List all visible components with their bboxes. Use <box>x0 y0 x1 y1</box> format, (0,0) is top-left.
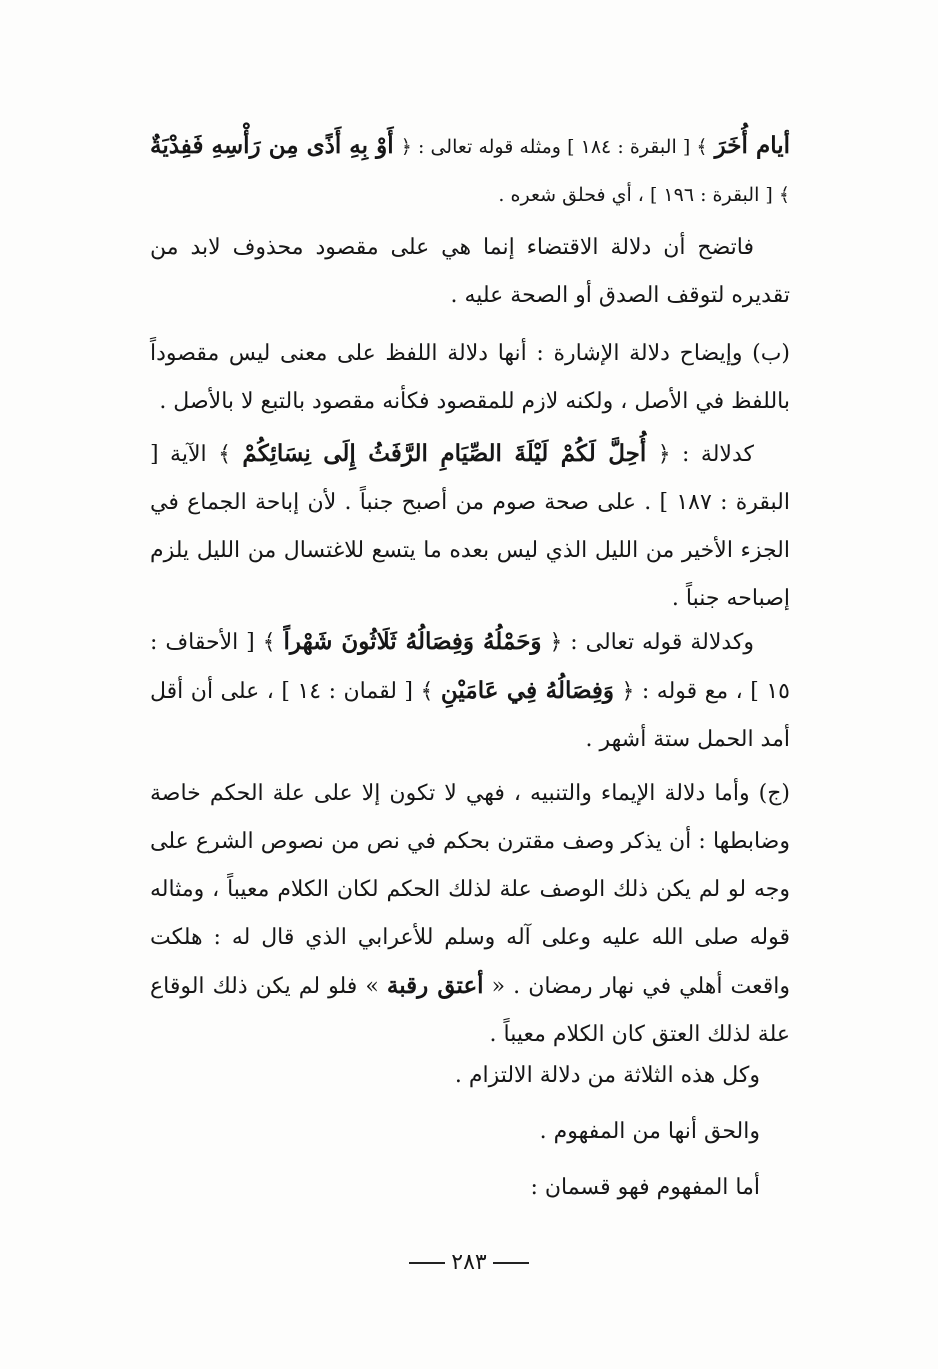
page-number-footer <box>0 1250 938 1275</box>
dash-right <box>409 1262 445 1264</box>
paragraph-2 <box>150 224 790 320</box>
paragraph-9: أما المفهوم فهو قسمان : <box>530 1175 760 1200</box>
paragraph-4 <box>150 430 790 623</box>
page-number: ٢٨٣ <box>451 1250 487 1275</box>
paragraph-6 <box>150 770 790 1059</box>
paragraph-4-text <box>150 430 790 623</box>
paragraph-8: والحق أنها من المفهوم . <box>539 1119 760 1144</box>
paragraph-7: وكل هذه الثلاثة من دلالة الالتزام . <box>454 1063 760 1088</box>
paragraph-5-text <box>150 618 790 764</box>
hadith-quote: أعتق رقبة <box>386 972 484 999</box>
reference-1: ﴾ [ البقرة : ١٨٤ ] ومثله قوله تعالى : ﴿ <box>400 136 708 158</box>
paragraph-6-text <box>150 770 790 1059</box>
quran-quote-2: أَوْ بِهِ أَذًى مِن رَأْسِهِ فَفِدْيَةٌ <box>150 132 394 159</box>
paragraph-3 <box>150 330 790 426</box>
paragraph-6-lead: (ج) وأما دلالة الإيماء والتنبيه ، فهي لا تكون إلا على علة الحكم خاصة وضابطها : أن يذكر وصف مقترن بحكم في نص من نصوص الشرع على وجه لو لم يكن ذلك الوصف علة لذلك الحكم لكان الكلام معيباً ، ومثاله قوله صلى الله عليه وعلى آله وسلم للأعرابي الذي قال له : هلكت واقعت أهلي في نهار رمضان . « <box>150 781 791 999</box>
quran-quote-3: أُحِلَّ لَكُمْ لَيْلَةَ الصِّيَامِ الرَّفَثُ إِلَى نِسَائِكُمْ <box>242 440 647 467</box>
paragraph-6-rest: » فلو لم يكن ذلك الوقاع علة لذلك العتق كان الكلام معيباً . <box>150 974 790 1047</box>
quran-quote-5: وَفِصَالُهُ فِي عَامَيْنِ <box>440 677 615 704</box>
reference-2: ﴾ [ البقرة : ١٩٦ ] ، أي فحلق شعره . <box>498 184 790 206</box>
paragraph-1 <box>150 122 790 219</box>
paragraph-3-text: (ب) وإيضاح دلالة الإشارة : أنها دلالة اللفظ على معنى ليس مقصوداً باللفظ في الأصل ، ولكنه لازم للمقصود فكأنه مقصود بالتبع لا بالأصل . <box>150 341 790 414</box>
paragraph-4-rest: ﴾ الآية [ البقرة : ١٨٧ ] . على صحة صوم من أصبح جنباً . لأن إباحة الجماع في الجزء الأخير من الليل الذي ليس بعده ما يتسع للاغتسال من الليل يلزم إصباحه جنباً . <box>150 442 790 611</box>
paragraph-1-text <box>150 122 790 219</box>
dash-left <box>493 1262 529 1264</box>
paragraph-5-mid: ﴾ [ الأحقاف : ١٥ ] ، مع قوله : ﴿ <box>150 630 790 704</box>
paragraph-5 <box>150 618 790 764</box>
paragraph-2-text: فاتضح أن دلالة الاقتضاء إنما هي على مقصود محذوف لابد من تقديره لتوقف الصدق أو الصحة عليه . <box>150 235 790 308</box>
paragraph-5-rest: ﴾ [ لقمان : ١٤ ] ، على أن أقل أمد الحمل ستة أشهر . <box>150 679 790 752</box>
paragraph-5-lead: وكدلالة قوله تعالى : ﴿ <box>549 630 755 655</box>
quran-quote-4: وَحَمْلُهُ وَفِصَالُهُ ثَلَاثُونَ شَهْراً <box>283 628 542 655</box>
paragraph-4-lead: كدلالة : ﴿ <box>657 442 754 467</box>
quran-quote-1: أيام أُخَرَ <box>714 132 790 159</box>
